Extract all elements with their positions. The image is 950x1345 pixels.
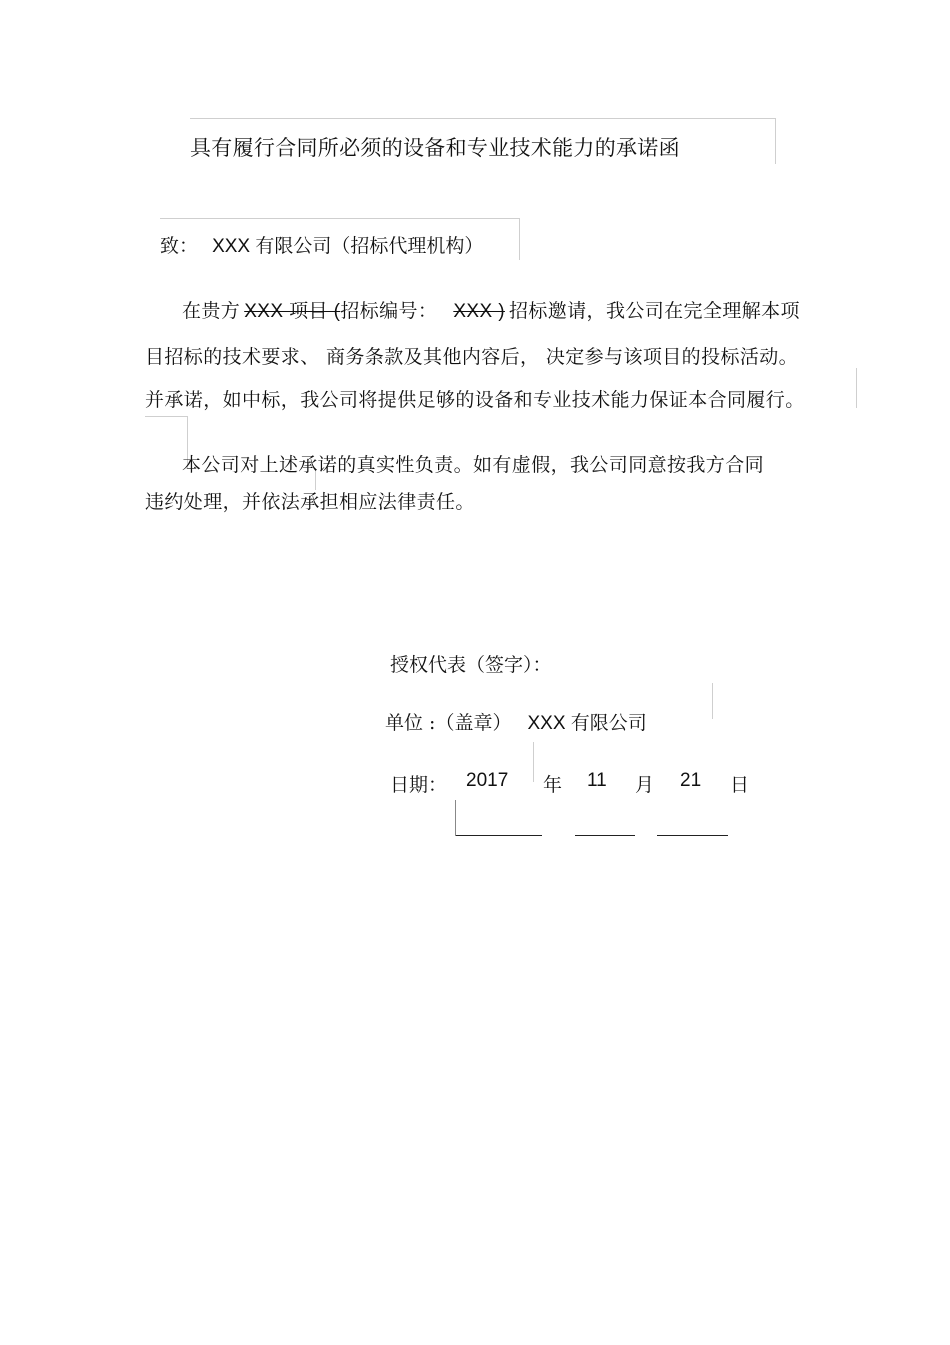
paragraph1-line2: 目招标的技术要求、 商务条款及其他内容后， 决定参与该项目的投标活动。 [145,346,799,368]
date-year: 2017 [466,770,509,791]
frame-line [533,742,534,782]
frame-line [190,118,776,119]
struck-project-name: XXX 项目 ( [244,301,341,322]
date-label: 日期： [390,774,448,796]
paragraph2-line1: 本公司对上述承诺的真实性负责。如有虚假，我公司同意按我方合同 [182,454,765,476]
year-underline [456,835,542,836]
frame-line [145,416,187,417]
document-title: 具有履行合同所必须的设备和专业技术能力的承诺函 [190,136,680,160]
bid-number-label: 招标编号： [340,300,438,322]
paragraph1-line3: 并承诺，如中标，我公司将提供足够的设备和专业技术能力保证本合同履行。 [145,389,805,411]
frame-line [856,368,857,408]
recipient-company: XXX 有限公司（招标代理机构） [212,236,484,257]
date-month-unit: 月 [635,774,655,796]
unit-value: XXX 有限公司 [527,713,647,734]
struck-bid-number: XXX ) [453,301,505,322]
frame-line [160,218,520,219]
paragraph1-rest: 招标邀请，我公司在完全理解本项 [508,300,800,322]
date-month: 11 [587,770,607,791]
day-underline [657,835,728,836]
frame-line [455,800,456,836]
recipient-prefix: 致： [160,235,199,257]
paragraph1-lead: 在贵方 [182,300,241,322]
representative-signature-label: 授权代表（签字）： [390,654,552,676]
paragraph1-line1 [182,296,800,323]
date-day-unit: 日 [730,774,750,796]
frame-line [712,683,713,719]
recipient-line [160,231,483,258]
frame-line [519,218,520,260]
date-year-unit: 年 [543,774,563,796]
unit-label: 单位 :（盖章） [385,712,512,734]
paragraph2-line2: 违约处理，并依法承担相应法律责任。 [145,491,475,513]
date-day: 21 [680,770,702,791]
month-underline [575,835,635,836]
frame-line [775,118,776,164]
unit-line [385,708,647,735]
